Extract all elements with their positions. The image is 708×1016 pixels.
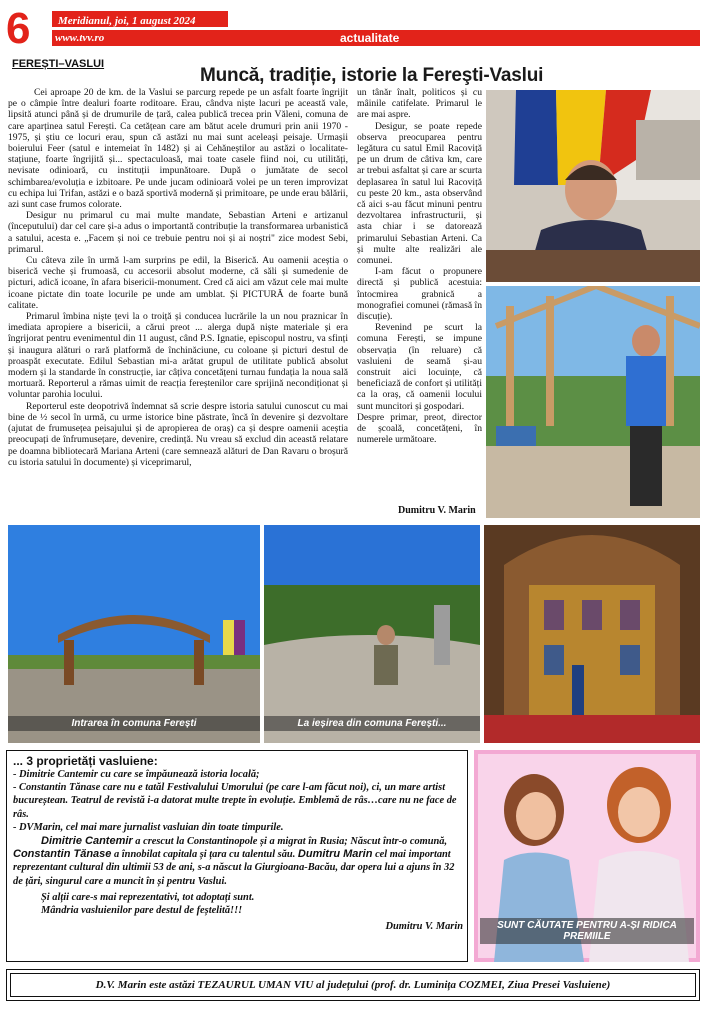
date-bar <box>52 11 228 27</box>
box-closing: Mândria vasluienilor pare destul de feștelită!!! <box>41 905 243 917</box>
box-name: Dumitru Marin <box>297 848 373 861</box>
gate-photo <box>8 525 260 743</box>
article-paragraph: Cu câteva zile în urmă l-am surprins pe edil, la Biserică. Au oamenii aceștia o biserică veche și frumoasă, cu accesorii absolut moderne, că săli și sumedenie de picturi, adică icoane, în afara bisericii-monument. Cred că aici am văzut cele mai multe icoane pictate din toate locurile pe unde am umblat. Și PICTURĂ de foarte bună calitate. <box>8 255 348 311</box>
box-paragraph-part: a crescut la Constantinopole și a migrat în Rusia; Născut într-o comună, <box>132 836 448 848</box>
article-kicker: FEREȘTI–VASLUI <box>12 58 105 70</box>
box-name: Constantin Tănase <box>13 848 112 861</box>
article-paragraph: Cei aproape 20 de km. de la Vaslui se parcurg repede pe un asfalt foarte îngrijit pe o câmpie între dealuri foarte roditoare. Erau, cândva niște lacuri pe această vale, lipsită atunci până și de drumurile de țară, calea publică trecea prin Văleni, comuna de care aparținea satul Ferești. Ca cetățean care am bătut acele drumuri prin anii 1970 - 1975, și știu ce locuri erau, spun că astăzi nu mai sunt aceleași peisaje. Urmașii boierului Feer (satul e intemeiat în 1482) și ai Cehăneștilor au astăzi o localitate-stațiune, foarte îngrijită și... spectaculoasă, mai toate casele fiind noi, cu utilități, nevisate odinioară, cu instituții impunătoare. După o jumătate de secol schimbarea/evoluția e izbitoare. Pe unde jucam odinioară volei pe un teren improvizat cu echipa lui Trifan, astăzi e o bază sportivă modernă și primitoare, pe unde erau bălării, azi sunt case frumos colorate. <box>8 87 348 211</box>
box-closing: Și alții care-s mai reprezentativi, tot adoptați sunt. <box>41 891 255 903</box>
sidebar-box-content <box>13 754 463 933</box>
article-paragraph: Reporterul este deopotrivă îndemnat să scrie despre istoria satului cunoscut cu mai bine de ½ secol în urmă, cu urme istorice bine păstrate, încă în devenire și dezvoltare (ajutat de frumusețea peisajului și de apropierea de oraș) ca și despre oamenii aceștia preocupați de înfrumusețare, devenire, credință. Nu vreau să exclud din această relatare pe doamna bibliotecară Mariana Arteni (care semnează alături de Dan Ravaru o broșură cu istoria satului în documente) și viceprimarul, <box>8 400 348 468</box>
girls-photo-caption: SUNT CĂUTATE PENTRU A-ȘI RIDICA PREMIILE <box>480 918 694 944</box>
gate-photo-caption: Intrarea în comuna Ferești <box>8 716 260 731</box>
exit-photo <box>264 525 480 743</box>
box-title: ... 3 proprietăți vasluiene: <box>13 754 158 768</box>
exit-photo-caption: La ieșirea din comuna Ferești... <box>264 716 480 731</box>
article-paragraph: un tânăr înalt, politicos și cu mâinile catifelate. Primarul le are mai aspre. <box>357 87 482 121</box>
article-column-2 <box>357 87 482 505</box>
website-link[interactable]: www.tvv.ro <box>55 32 105 44</box>
box-name: Dimitrie Cantemir <box>41 835 133 848</box>
article-paragraph: Despre primar, preot, director de școală, concetățeni, în numerele următoare. <box>357 411 482 446</box>
sidebar-box <box>6 750 468 962</box>
section-bar <box>52 30 700 46</box>
article-paragraph: Desigur nu primarul cu mai multe mandate, Sebastian Arteni e artizanul (începutului) dar cel care și-a adus o importantă contribuție la transformarea urbanistică a satului, acesta e. „Facem și noi ce trebuie pentru noi și ai noștri" zice modest Sebi, primarul. <box>8 210 348 255</box>
girls-photo <box>474 750 700 962</box>
date-line: Meridianul, joi, 1 august 2024 <box>58 15 196 27</box>
page-number: 6 <box>6 6 46 52</box>
mayor-church-photo <box>486 286 700 518</box>
box-signature: Dumitru V. Marin <box>385 921 463 933</box>
box-paragraph <box>13 835 463 888</box>
article-headline: Muncă, tradiție, istorie la Fereşti-Vaslui <box>200 65 544 86</box>
article-column-1 <box>8 87 348 517</box>
article-paragraph: Revenind pe scurt la comuna Ferești, se impune observația (în reluare) că vasluieni de seamă și-au construit aici locuințe, că beneficiază de confort și utilități ca la oraș, că oamenii locului sunt muncitori și gospodari. <box>357 322 482 412</box>
section-label: actualitate <box>340 31 400 45</box>
article-signature: Dumitru V. Marin <box>398 505 476 516</box>
box-item: - Dimitrie Cantemir cu care se împăunează istoria locală; <box>13 769 260 780</box>
mayor-office-photo <box>486 90 700 282</box>
box-paragraph-part: a înnobilat capitala și țara cu talentul său. <box>111 849 298 861</box>
article-paragraph: I-am făcut o propunere directă și publică acestuia: întocmirea grabnică a monografiei comunei (rămasă în discuție). <box>357 266 482 323</box>
footer-text: D.V. Marin este astăzi TEZAURUL UMAN VIU al județului (prof. dr. Luminița COZMEI, Ziua Presei Vasluiene) <box>10 973 696 997</box>
article-paragraph: Primarul îmbina niște țevi la o troiță și conducea lucrările la un nou praznicar în imediata apropiere a bisericii, a cărui preot ... alerga după niște materiale și era îngrijorat pentru evenimentul din 11 august, când P.S. Ignatie, episcopul nostru, va sfinți și inaugura alături o rară platformă de închinăciune, cu coloane și picturi destul de proaspăt executate. Edilul Sebastian mi-a arătat grupul de utilitate publică absolut modern și la standarde în construcție, iar câțiva concetățeni turnau fundația la noua sală mortuară. Reporterul a rămas uimit de reacția fereștenilor care sprijină necondiționat și voluntar parohia locului. <box>8 311 348 401</box>
box-item: - Constantin Tănase care nu e tatăl Festivalului Umorului (pe care l-am făcut noi), ci, un mare artist bucureștean. Teatrul de revistă i-a datorat multe trepte în evoluție. Emblemă de râs…care nu ne face de râs. <box>13 782 457 820</box>
church-interior-photo <box>484 525 700 743</box>
box-item: - DVMarin, cel mai mare jurnalist vasluian din toate timpurile. <box>13 821 284 833</box>
box-paragraph-part: cel mai important reprezentant cultural din ultimii 53 de ani, s-a născut la Giurgioana-Bacău, dar opera lui a ajuns în 32 de țări, singurul care a muncit în și pentru Vaslui. <box>13 849 455 887</box>
footer-box <box>6 969 700 1001</box>
article-paragraph: Desigur, se poate repede observa preocuparea pentru legătura cu satul Emil Racoviță pe un drum de câtiva km, care ar trebui asfaltat și care ar scurta deplasarea în satul lui Racoviță cu peste 20 km., asta observând că aici s-au făcut minuni pentru dezvoltarea infrastructurii, și asta chiar i se datorează primarului Sebastian Arteni. Ca și multe alte realizări ale comunei. <box>357 120 482 267</box>
